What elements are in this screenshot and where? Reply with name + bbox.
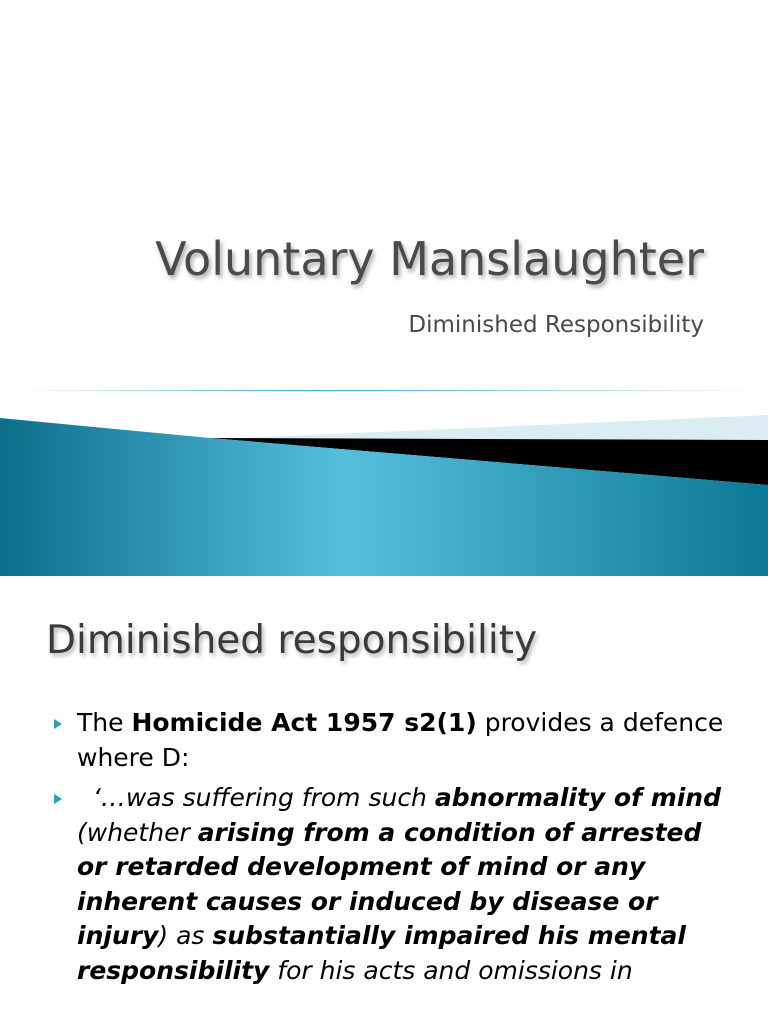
slide-subtitle: Diminished Responsibility [408,312,704,338]
accent-line [20,390,760,391]
slide-heading: Diminished responsibility [46,618,538,663]
triangle-bullet-icon [54,794,62,804]
segment-bold: Homicide Act 1957 s2(1) [131,708,477,737]
segment-bold-italic: abnormality of mind [434,783,722,812]
segment-italic: (whether [77,817,198,847]
decorative-wave-band [0,385,768,576]
content-slide [0,576,768,1024]
slide-title: Voluntary Manslaughter [155,232,704,286]
list-item [52,706,732,775]
list-item [52,781,732,988]
segment: provides a defence where D: [77,708,724,772]
triangle-bullet-icon [54,719,62,729]
segment: The [77,708,132,737]
segment-italic: for his acts and omissions in [269,955,633,985]
segment-italic: ) as [158,921,213,950]
pale-sweep [220,415,768,440]
bullet-list [52,706,732,988]
segment-italic: ‘…was suffering from such [77,783,435,812]
segment-bold-italic: substantially impaired his mental responsibility [77,921,686,985]
segment-bold-italic: arising from a condition of arrested or retarded development of mind or any inherent causes or induced by disease or injury [77,817,702,950]
